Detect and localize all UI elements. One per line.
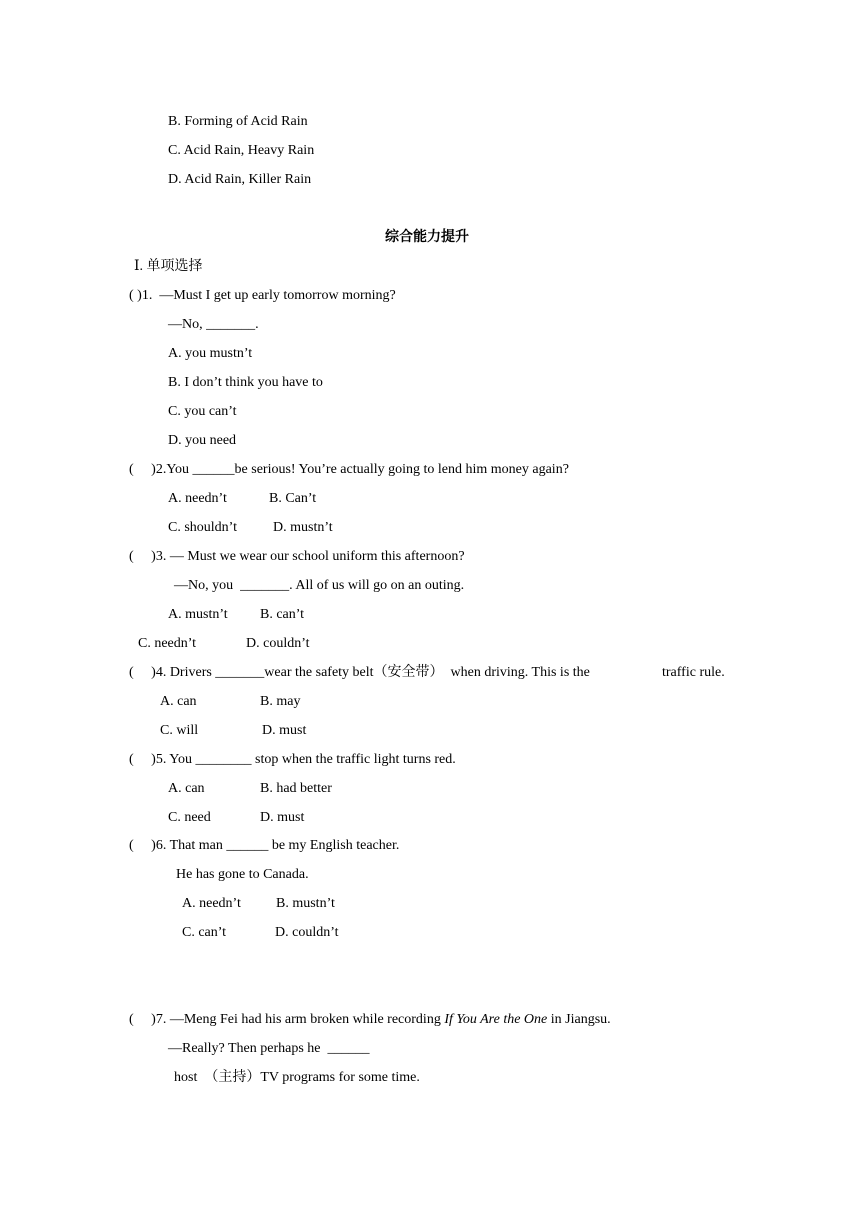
option-text: A. can [160, 694, 197, 709]
question-stem-text: in Jiangsu. [547, 1012, 611, 1027]
part-title: Ⅰ. 单项选择 [134, 259, 203, 274]
question-reply: —Really? Then perhaps he ______ [168, 1041, 370, 1056]
question-stem-end: traffic rule. [662, 665, 725, 680]
option-text: B. had better [260, 781, 332, 796]
option-text: B. Can’t [269, 491, 317, 506]
option-text: D. couldn’t [275, 925, 339, 940]
option-text: B. may [260, 694, 301, 709]
option-text: D. couldn’t [246, 636, 310, 651]
option-text: C. will [160, 723, 199, 738]
question-stem-text: ( )7. —Meng Fei had his arm broken while recording [129, 1012, 445, 1027]
option-text: D. you need [168, 433, 237, 448]
question-stem [129, 1011, 611, 1029]
option-text: D. must [262, 723, 307, 738]
option-text: C. shouldn’t [168, 520, 237, 535]
question-stem: ( )2.You ______be serious! You’re actually going to lend him money again? [129, 462, 569, 477]
question-reply: —No, _______. [168, 317, 259, 332]
question-stem: ( )1. —Must I get up early tomorrow morning? [129, 288, 396, 303]
option-text: D. must [260, 810, 305, 825]
section-title: 综合能力提升 [385, 230, 469, 245]
option-text: A. can [168, 781, 205, 796]
program-title: If You Are the One [444, 1012, 548, 1027]
option-text: B. can’t [260, 607, 305, 622]
option-text: A. needn’t [182, 896, 241, 911]
option-text: B. Forming of Acid Rain [168, 114, 308, 129]
option-text: B. I don’t think you have to [168, 375, 323, 390]
option-text: C. can’t [182, 925, 227, 940]
option-text: A. mustn’t [168, 607, 228, 622]
question-reply: —No, you _______. All of us will go on an outing. [174, 578, 465, 593]
option-text: D. Acid Rain, Killer Rain [168, 172, 312, 187]
option-text: D. mustn’t [273, 520, 333, 535]
option-text: A. needn’t [168, 491, 227, 506]
option-text: C. you can’t [168, 404, 237, 419]
question-stem: ( )5. You ________ stop when the traffic light turns red. [129, 752, 456, 767]
option-text: B. mustn’t [276, 896, 335, 911]
question-stem: ( )3. — Must we wear our school uniform this afternoon? [129, 549, 465, 564]
option-text: C. needn’t [138, 636, 197, 651]
question-line: host （主持）TV programs for some time. [174, 1070, 420, 1085]
question-stem: ( )6. That man ______ be my English teacher. [129, 838, 400, 853]
question-stem: ( )4. Drivers _______wear the safety belt（安全带） when driving. This is the [129, 665, 590, 680]
question-line: He has gone to Canada. [176, 867, 309, 882]
option-text: C. Acid Rain, Heavy Rain [168, 143, 315, 158]
option-text: C. need [168, 810, 211, 825]
option-text: A. you mustn’t [168, 346, 253, 361]
